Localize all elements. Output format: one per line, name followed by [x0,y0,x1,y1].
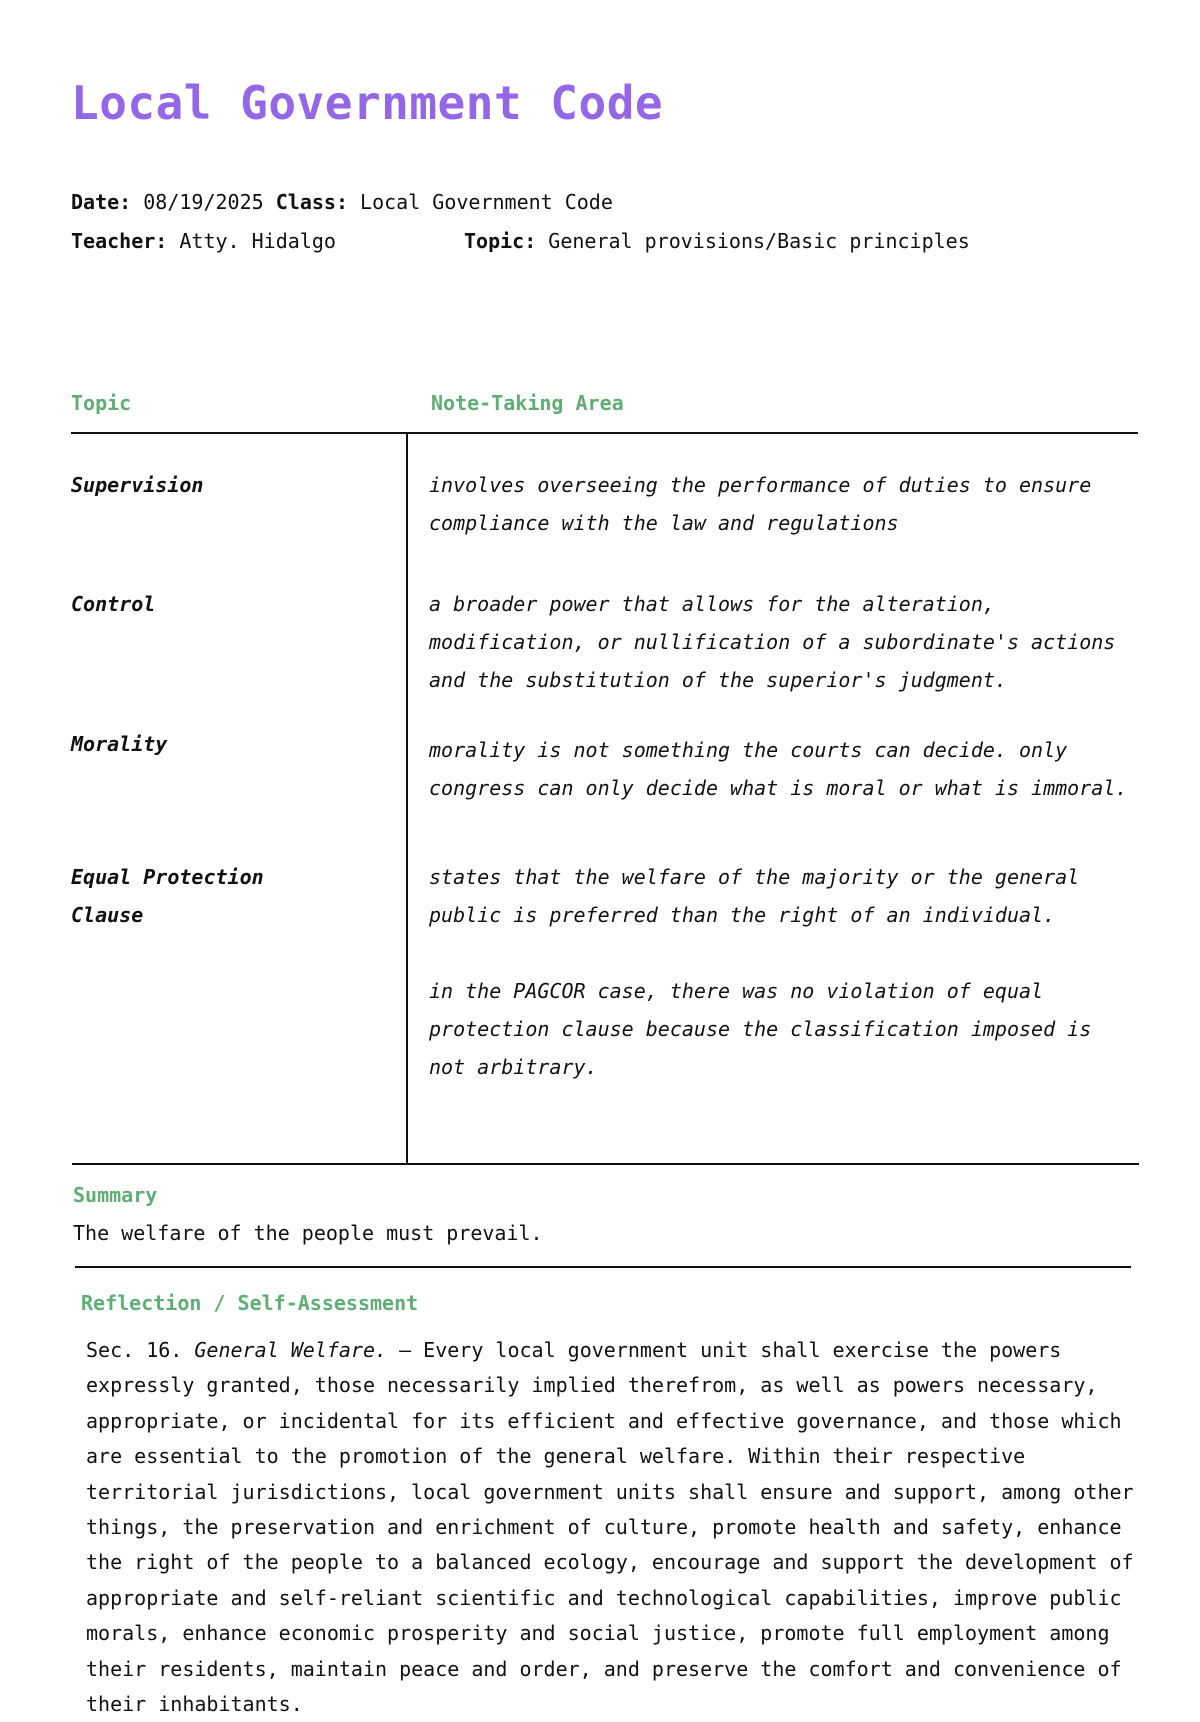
class-label: Class: [275,190,348,214]
date-label: Date: [71,190,132,214]
reflection-section-title: General Welfare. [194,1338,388,1362]
note-control: a broader power that allows for the alteration, modification, or nullification of a subordinate's actions and the substitution of the superior's judgment. [429,592,1116,692]
table-top-rule [71,432,1138,434]
date-value: 08/19/2025 [143,190,264,214]
term-morality: Morality [71,732,168,756]
term-supervision: Supervision [71,473,204,497]
summary-text: The welfare of the people must prevail. [73,1221,543,1245]
note-equal-protection-1: states that the welfare of the majority or the general public is preferred than the right of an individual. [429,865,1080,927]
term-control: Control [71,592,156,616]
meta-date-class [71,190,613,214]
note-equal-protection-2: in the PAGCOR case, there was no violation of equal protection clause because the classification imposed is not arbitrary. [429,979,1092,1079]
table-bottom-rule [72,1163,1139,1165]
class-value: Local Government Code [360,190,613,214]
reflection-body: – Every local government unit shall exercise the powers expressly granted, those necessarily implied therefrom, as well as powers necessary, appropriate, or incidental for its efficient and effective governance, and those which are essential to the promotion of the general welfare. Within their respective territorial jurisdictions, local government units shall ensure and support, among other things, the preservation and enrichment of culture, promote health and safety, enhance the right of the people to a balanced ecology, encourage and support the development of appropriate and self-reliant scientific and technological capabilities, improve public morals, enhance economic prosperity and social justice, promote full employment among their residents, maintain peace and order, and preserve the comfort and convenience of their inhabitants. [86,1338,1134,1717]
page-title: Local Government Code [71,76,664,130]
reflection-section-number: Sec. 16. [86,1338,183,1362]
topic-column-header: Topic [71,391,132,415]
term-equal-protection-clause: Equal Protection Clause [71,865,264,927]
reflection-text [86,1333,1136,1722]
summary-heading: Summary [73,1183,158,1207]
topic-meta [464,229,970,253]
summary-rule [75,1266,1131,1268]
table-column-divider [406,432,408,1164]
topic-label: Topic: [464,229,537,253]
topic-value: General provisions/Basic principles [548,229,970,253]
note-supervision: involves overseeing the performance of duties to ensure compliance with the law and regulations [429,473,1092,535]
notes-column-header: Note-Taking Area [431,391,624,415]
teacher-value: Atty. Hidalgo [179,229,336,253]
meta-teacher-topic [71,229,970,253]
note-morality: morality is not something the courts can decide. only congress can only decide what is moral or what is immoral. [429,738,1128,800]
teacher-label: Teacher: [71,229,168,253]
reflection-heading: Reflection / Self-Assessment [81,1291,419,1315]
